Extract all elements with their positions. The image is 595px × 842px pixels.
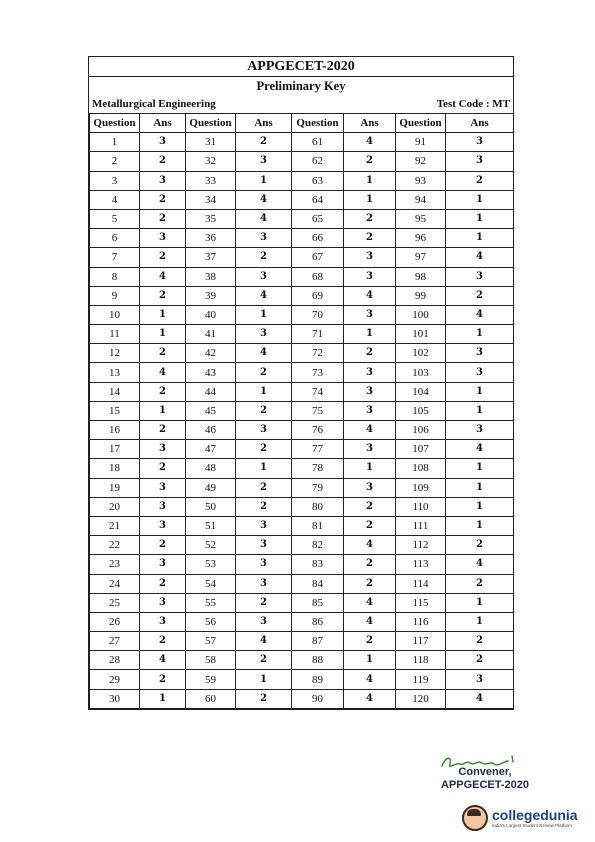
answer-cell: 3 bbox=[446, 363, 514, 382]
question-number-cell: 94 bbox=[396, 190, 446, 209]
question-number-cell: 92 bbox=[396, 152, 446, 171]
answer-cell: 3 bbox=[236, 536, 292, 555]
question-number-cell: 26 bbox=[90, 612, 140, 631]
answer-cell: 1 bbox=[446, 478, 514, 497]
answer-cell: 4 bbox=[344, 133, 396, 152]
question-number-cell: 6 bbox=[90, 229, 140, 248]
answer-cell: 2 bbox=[446, 574, 514, 593]
question-number-cell: 120 bbox=[396, 689, 446, 708]
answer-cell: 3 bbox=[236, 574, 292, 593]
question-number-cell: 67 bbox=[292, 248, 344, 267]
question-number-cell: 18 bbox=[90, 459, 140, 478]
question-number-cell: 40 bbox=[186, 305, 236, 324]
answer-cell: 2 bbox=[236, 689, 292, 708]
answer-cell: 1 bbox=[236, 305, 292, 324]
answer-cell: 3 bbox=[344, 363, 396, 382]
table-row bbox=[90, 229, 514, 248]
answer-cell: 4 bbox=[236, 190, 292, 209]
answer-cell: 2 bbox=[344, 344, 396, 363]
table-row bbox=[90, 478, 514, 497]
convener-label: Convener, bbox=[458, 766, 512, 778]
answer-cell: 3 bbox=[446, 267, 514, 286]
answer-cell: 2 bbox=[344, 152, 396, 171]
question-number-cell: 62 bbox=[292, 152, 344, 171]
question-number-cell: 24 bbox=[90, 574, 140, 593]
answer-cell: 2 bbox=[140, 574, 186, 593]
answer-cell: 4 bbox=[236, 286, 292, 305]
answer-cell: 2 bbox=[446, 286, 514, 305]
column-header: Ans bbox=[344, 114, 396, 133]
answer-cell: 1 bbox=[446, 497, 514, 516]
question-number-cell: 19 bbox=[90, 478, 140, 497]
column-header: Question bbox=[90, 114, 140, 133]
answer-cell: 4 bbox=[236, 209, 292, 228]
answer-cell: 1 bbox=[140, 689, 186, 708]
table-row bbox=[90, 267, 514, 286]
question-number-cell: 37 bbox=[186, 248, 236, 267]
answer-cell: 4 bbox=[140, 651, 186, 670]
question-number-cell: 112 bbox=[396, 536, 446, 555]
table-row bbox=[90, 497, 514, 516]
question-number-cell: 119 bbox=[396, 670, 446, 689]
convener-exam: APPGECET-2020 bbox=[440, 779, 530, 791]
answer-cell: 2 bbox=[344, 555, 396, 574]
question-number-cell: 111 bbox=[396, 516, 446, 535]
question-number-cell: 39 bbox=[186, 286, 236, 305]
question-number-cell: 34 bbox=[186, 190, 236, 209]
answer-cell: 2 bbox=[236, 497, 292, 516]
answer-cell: 4 bbox=[446, 248, 514, 267]
table-row bbox=[90, 248, 514, 267]
table-row bbox=[90, 632, 514, 651]
question-number-cell: 82 bbox=[292, 536, 344, 555]
question-number-cell: 3 bbox=[90, 171, 140, 190]
question-number-cell: 79 bbox=[292, 478, 344, 497]
question-number-cell: 75 bbox=[292, 401, 344, 420]
answer-cell: 3 bbox=[344, 401, 396, 420]
question-number-cell: 10 bbox=[90, 305, 140, 324]
question-number-cell: 29 bbox=[90, 670, 140, 689]
answer-cell: 1 bbox=[446, 612, 514, 631]
answer-cell: 4 bbox=[344, 286, 396, 305]
question-number-cell: 80 bbox=[292, 497, 344, 516]
answer-cell: 2 bbox=[140, 344, 186, 363]
answer-cell: 3 bbox=[236, 152, 292, 171]
answer-cell: 2 bbox=[446, 171, 514, 190]
answer-cell: 3 bbox=[140, 593, 186, 612]
page-title: APPGECET-2020 bbox=[89, 57, 513, 77]
table-row bbox=[90, 305, 514, 324]
table-row bbox=[90, 516, 514, 535]
question-number-cell: 5 bbox=[90, 209, 140, 228]
answer-cell: 1 bbox=[344, 190, 396, 209]
question-number-cell: 107 bbox=[396, 440, 446, 459]
question-number-cell: 58 bbox=[186, 651, 236, 670]
table-row bbox=[90, 555, 514, 574]
answer-cell: 3 bbox=[140, 229, 186, 248]
question-number-cell: 105 bbox=[396, 401, 446, 420]
answer-cell: 3 bbox=[236, 267, 292, 286]
answer-cell: 1 bbox=[344, 325, 396, 344]
convener-block bbox=[430, 766, 540, 792]
meta-row bbox=[89, 96, 513, 113]
answer-key-table bbox=[89, 113, 514, 709]
answer-cell: 3 bbox=[344, 305, 396, 324]
question-number-cell: 23 bbox=[90, 555, 140, 574]
answer-cell: 2 bbox=[140, 286, 186, 305]
answer-cell: 2 bbox=[446, 632, 514, 651]
answer-cell: 4 bbox=[344, 421, 396, 440]
answer-cell: 1 bbox=[344, 459, 396, 478]
answer-cell: 2 bbox=[140, 382, 186, 401]
question-number-cell: 43 bbox=[186, 363, 236, 382]
question-number-cell: 113 bbox=[396, 555, 446, 574]
question-number-cell: 85 bbox=[292, 593, 344, 612]
answer-cell: 1 bbox=[446, 382, 514, 401]
brand-name: collegedunia bbox=[492, 806, 578, 823]
question-number-cell: 70 bbox=[292, 305, 344, 324]
branch-name: Metallurgical Engineering bbox=[92, 98, 216, 110]
question-number-cell: 52 bbox=[186, 536, 236, 555]
table-row bbox=[90, 536, 514, 555]
question-number-cell: 104 bbox=[396, 382, 446, 401]
answer-cell: 1 bbox=[236, 459, 292, 478]
question-number-cell: 95 bbox=[396, 209, 446, 228]
watermark-brand bbox=[462, 800, 592, 836]
question-number-cell: 90 bbox=[292, 689, 344, 708]
answer-cell: 1 bbox=[236, 382, 292, 401]
question-number-cell: 56 bbox=[186, 612, 236, 631]
question-number-cell: 110 bbox=[396, 497, 446, 516]
answer-cell: 2 bbox=[140, 152, 186, 171]
question-number-cell: 28 bbox=[90, 651, 140, 670]
column-header: Question bbox=[396, 114, 446, 133]
question-number-cell: 64 bbox=[292, 190, 344, 209]
question-number-cell: 86 bbox=[292, 612, 344, 631]
answer-cell: 2 bbox=[236, 248, 292, 267]
table-row bbox=[90, 209, 514, 228]
answer-cell: 4 bbox=[344, 689, 396, 708]
answer-cell: 1 bbox=[446, 229, 514, 248]
question-number-cell: 87 bbox=[292, 632, 344, 651]
answer-cell: 2 bbox=[140, 536, 186, 555]
question-number-cell: 14 bbox=[90, 382, 140, 401]
brand-tagline: India's Largest Student Review Platform bbox=[492, 822, 572, 828]
answer-cell: 2 bbox=[344, 497, 396, 516]
question-number-cell: 2 bbox=[90, 152, 140, 171]
answer-cell: 2 bbox=[236, 401, 292, 420]
question-number-cell: 71 bbox=[292, 325, 344, 344]
question-number-cell: 91 bbox=[396, 133, 446, 152]
answer-cell: 3 bbox=[344, 478, 396, 497]
question-number-cell: 16 bbox=[90, 421, 140, 440]
question-number-cell: 103 bbox=[396, 363, 446, 382]
question-number-cell: 77 bbox=[292, 440, 344, 459]
table-header-row bbox=[90, 114, 514, 133]
brand-text bbox=[492, 808, 578, 829]
answer-key-body bbox=[90, 133, 514, 709]
answer-cell: 4 bbox=[344, 612, 396, 631]
question-number-cell: 41 bbox=[186, 325, 236, 344]
question-number-cell: 100 bbox=[396, 305, 446, 324]
question-number-cell: 117 bbox=[396, 632, 446, 651]
table-row bbox=[90, 133, 514, 152]
answer-cell: 4 bbox=[446, 689, 514, 708]
answer-cell: 1 bbox=[236, 670, 292, 689]
answer-cell: 3 bbox=[446, 421, 514, 440]
question-number-cell: 115 bbox=[396, 593, 446, 612]
answer-cell: 4 bbox=[344, 670, 396, 689]
column-header: Ans bbox=[236, 114, 292, 133]
question-number-cell: 66 bbox=[292, 229, 344, 248]
question-number-cell: 72 bbox=[292, 344, 344, 363]
question-number-cell: 12 bbox=[90, 344, 140, 363]
question-number-cell: 49 bbox=[186, 478, 236, 497]
answer-cell: 1 bbox=[446, 401, 514, 420]
question-number-cell: 78 bbox=[292, 459, 344, 478]
answer-cell: 3 bbox=[140, 171, 186, 190]
answer-cell: 3 bbox=[446, 152, 514, 171]
column-header: Ans bbox=[140, 114, 186, 133]
column-header: Question bbox=[186, 114, 236, 133]
question-number-cell: 83 bbox=[292, 555, 344, 574]
question-number-cell: 69 bbox=[292, 286, 344, 305]
collegedunia-logo-icon bbox=[462, 805, 488, 831]
question-number-cell: 99 bbox=[396, 286, 446, 305]
answer-cell: 2 bbox=[344, 632, 396, 651]
question-number-cell: 11 bbox=[90, 325, 140, 344]
question-number-cell: 44 bbox=[186, 382, 236, 401]
column-header: Question bbox=[292, 114, 344, 133]
answer-key-sheet bbox=[88, 56, 514, 710]
table-row bbox=[90, 670, 514, 689]
question-number-cell: 118 bbox=[396, 651, 446, 670]
answer-cell: 2 bbox=[446, 536, 514, 555]
answer-cell: 2 bbox=[140, 421, 186, 440]
answer-cell: 4 bbox=[140, 363, 186, 382]
question-number-cell: 32 bbox=[186, 152, 236, 171]
answer-cell: 2 bbox=[236, 133, 292, 152]
answer-cell: 4 bbox=[344, 593, 396, 612]
question-number-cell: 48 bbox=[186, 459, 236, 478]
answer-cell: 1 bbox=[344, 651, 396, 670]
answer-cell: 4 bbox=[446, 305, 514, 324]
question-number-cell: 51 bbox=[186, 516, 236, 535]
answer-cell: 3 bbox=[140, 478, 186, 497]
question-number-cell: 42 bbox=[186, 344, 236, 363]
table-row bbox=[90, 363, 514, 382]
answer-cell: 3 bbox=[140, 555, 186, 574]
table-row bbox=[90, 325, 514, 344]
answer-cell: 4 bbox=[140, 267, 186, 286]
answer-cell: 3 bbox=[140, 497, 186, 516]
question-number-cell: 46 bbox=[186, 421, 236, 440]
question-number-cell: 98 bbox=[396, 267, 446, 286]
question-number-cell: 17 bbox=[90, 440, 140, 459]
question-number-cell: 27 bbox=[90, 632, 140, 651]
answer-cell: 4 bbox=[446, 555, 514, 574]
column-header: Ans bbox=[446, 114, 514, 133]
answer-cell: 2 bbox=[236, 593, 292, 612]
table-row bbox=[90, 401, 514, 420]
answer-cell: 1 bbox=[140, 305, 186, 324]
question-number-cell: 116 bbox=[396, 612, 446, 631]
answer-cell: 3 bbox=[236, 229, 292, 248]
question-number-cell: 88 bbox=[292, 651, 344, 670]
question-number-cell: 54 bbox=[186, 574, 236, 593]
table-row bbox=[90, 286, 514, 305]
question-number-cell: 21 bbox=[90, 516, 140, 535]
answer-cell: 3 bbox=[236, 612, 292, 631]
answer-cell: 1 bbox=[140, 401, 186, 420]
table-row bbox=[90, 593, 514, 612]
question-number-cell: 47 bbox=[186, 440, 236, 459]
question-number-cell: 65 bbox=[292, 209, 344, 228]
answer-cell: 2 bbox=[236, 651, 292, 670]
question-number-cell: 68 bbox=[292, 267, 344, 286]
answer-cell: 2 bbox=[140, 459, 186, 478]
page-subtitle: Preliminary Key bbox=[256, 79, 346, 93]
table-row bbox=[90, 574, 514, 593]
question-number-cell: 38 bbox=[186, 267, 236, 286]
table-row bbox=[90, 689, 514, 708]
answer-cell: 3 bbox=[140, 612, 186, 631]
table-row bbox=[90, 171, 514, 190]
answer-cell: 2 bbox=[140, 670, 186, 689]
answer-cell: 3 bbox=[236, 516, 292, 535]
table-row bbox=[90, 612, 514, 631]
answer-cell: 3 bbox=[140, 133, 186, 152]
answer-cell: 2 bbox=[236, 478, 292, 497]
answer-cell: 1 bbox=[446, 190, 514, 209]
question-number-cell: 73 bbox=[292, 363, 344, 382]
table-row bbox=[90, 459, 514, 478]
answer-cell: 1 bbox=[446, 459, 514, 478]
table-row bbox=[90, 440, 514, 459]
question-number-cell: 84 bbox=[292, 574, 344, 593]
question-number-cell: 57 bbox=[186, 632, 236, 651]
answer-cell: 2 bbox=[344, 209, 396, 228]
question-number-cell: 7 bbox=[90, 248, 140, 267]
question-number-cell: 50 bbox=[186, 497, 236, 516]
answer-cell: 2 bbox=[446, 651, 514, 670]
question-number-cell: 22 bbox=[90, 536, 140, 555]
question-number-cell: 101 bbox=[396, 325, 446, 344]
table-row bbox=[90, 421, 514, 440]
answer-cell: 1 bbox=[446, 593, 514, 612]
answer-cell: 3 bbox=[140, 440, 186, 459]
question-number-cell: 76 bbox=[292, 421, 344, 440]
question-number-cell: 36 bbox=[186, 229, 236, 248]
answer-cell: 1 bbox=[344, 171, 396, 190]
question-number-cell: 96 bbox=[396, 229, 446, 248]
question-number-cell: 106 bbox=[396, 421, 446, 440]
question-number-cell: 97 bbox=[396, 248, 446, 267]
table-row bbox=[90, 651, 514, 670]
question-number-cell: 9 bbox=[90, 286, 140, 305]
answer-cell: 3 bbox=[446, 670, 514, 689]
test-code: Test Code : MT bbox=[436, 98, 510, 110]
answer-cell: 4 bbox=[236, 344, 292, 363]
table-row bbox=[90, 382, 514, 401]
question-number-cell: 59 bbox=[186, 670, 236, 689]
answer-cell: 2 bbox=[344, 229, 396, 248]
table-row bbox=[90, 190, 514, 209]
question-number-cell: 45 bbox=[186, 401, 236, 420]
question-number-cell: 30 bbox=[90, 689, 140, 708]
question-number-cell: 63 bbox=[292, 171, 344, 190]
question-number-cell: 1 bbox=[90, 133, 140, 152]
answer-cell: 3 bbox=[236, 325, 292, 344]
question-number-cell: 81 bbox=[292, 516, 344, 535]
question-number-cell: 33 bbox=[186, 171, 236, 190]
answer-cell: 1 bbox=[446, 516, 514, 535]
question-number-cell: 109 bbox=[396, 478, 446, 497]
answer-cell: 2 bbox=[344, 574, 396, 593]
question-number-cell: 61 bbox=[292, 133, 344, 152]
answer-cell: 1 bbox=[140, 325, 186, 344]
answer-cell: 3 bbox=[236, 421, 292, 440]
answer-cell: 2 bbox=[236, 363, 292, 382]
answer-cell: 3 bbox=[446, 133, 514, 152]
answer-cell: 3 bbox=[344, 248, 396, 267]
answer-cell: 2 bbox=[236, 440, 292, 459]
question-number-cell: 31 bbox=[186, 133, 236, 152]
answer-cell: 4 bbox=[446, 440, 514, 459]
question-number-cell: 35 bbox=[186, 209, 236, 228]
question-number-cell: 8 bbox=[90, 267, 140, 286]
answer-cell: 4 bbox=[344, 536, 396, 555]
answer-cell: 1 bbox=[446, 209, 514, 228]
question-number-cell: 15 bbox=[90, 401, 140, 420]
question-number-cell: 108 bbox=[396, 459, 446, 478]
answer-cell: 3 bbox=[236, 555, 292, 574]
answer-cell: 2 bbox=[140, 190, 186, 209]
answer-cell: 2 bbox=[344, 516, 396, 535]
answer-cell: 2 bbox=[140, 209, 186, 228]
question-number-cell: 114 bbox=[396, 574, 446, 593]
answer-cell: 3 bbox=[344, 440, 396, 459]
answer-cell: 3 bbox=[344, 267, 396, 286]
question-number-cell: 102 bbox=[396, 344, 446, 363]
table-row bbox=[90, 344, 514, 363]
question-number-cell: 55 bbox=[186, 593, 236, 612]
question-number-cell: 74 bbox=[292, 382, 344, 401]
table-row bbox=[90, 152, 514, 171]
answer-cell: 1 bbox=[236, 171, 292, 190]
question-number-cell: 89 bbox=[292, 670, 344, 689]
question-number-cell: 25 bbox=[90, 593, 140, 612]
answer-cell: 2 bbox=[140, 248, 186, 267]
answer-cell: 3 bbox=[446, 344, 514, 363]
question-number-cell: 13 bbox=[90, 363, 140, 382]
question-number-cell: 20 bbox=[90, 497, 140, 516]
answer-cell: 4 bbox=[236, 632, 292, 651]
answer-cell: 2 bbox=[140, 632, 186, 651]
question-number-cell: 93 bbox=[396, 171, 446, 190]
question-number-cell: 53 bbox=[186, 555, 236, 574]
answer-cell: 3 bbox=[344, 382, 396, 401]
answer-cell: 3 bbox=[140, 516, 186, 535]
answer-cell: 1 bbox=[446, 325, 514, 344]
question-number-cell: 60 bbox=[186, 689, 236, 708]
question-number-cell: 4 bbox=[90, 190, 140, 209]
